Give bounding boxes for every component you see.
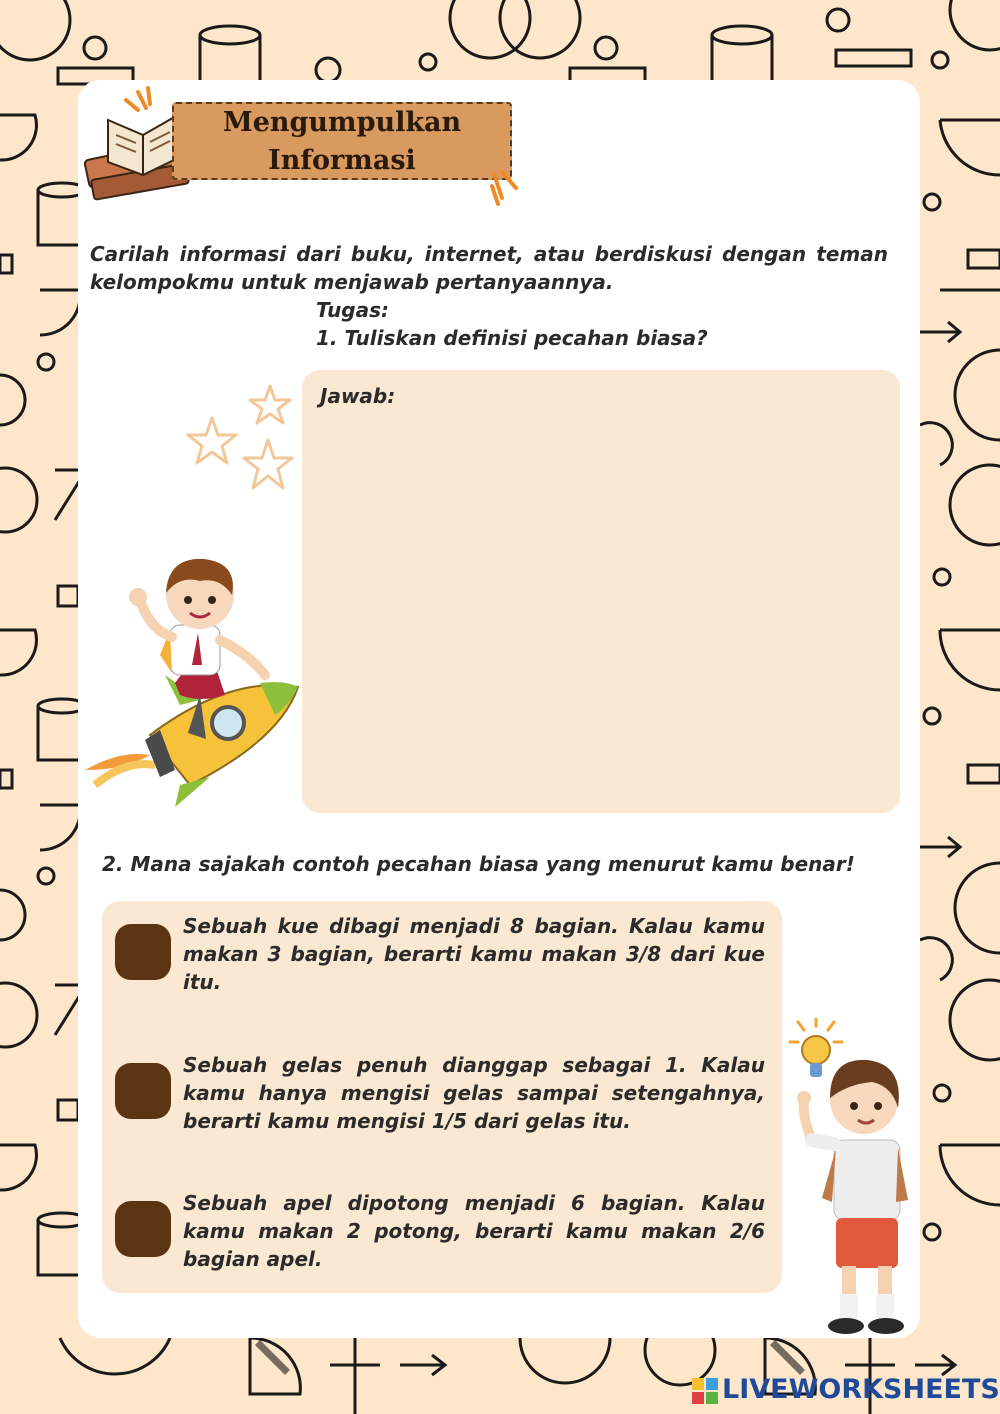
instruction-paragraph: Carilah informasi dari buku, internet, atau berdiskusi dengan teman kelompokmu untuk menjawab pertanyaannya.: [90, 242, 888, 294]
boy-with-lightbulb-illustration: [782, 1018, 922, 1340]
question-1: 1. Tuliskan definisi pecahan biasa?: [316, 326, 708, 350]
answer-text-area[interactable]: [302, 370, 900, 813]
liveworksheets-brand: LIVEWORKSHEETS: [722, 1374, 1000, 1405]
task-label: Tugas:: [316, 298, 390, 322]
option-3-checkbox[interactable]: [115, 1201, 171, 1257]
liveworksheets-logo-icon: [692, 1378, 718, 1404]
answer-label: Jawab:: [320, 384, 396, 408]
option-2-text: Sebuah gelas penuh dianggap sebagai 1. Kalau kamu hanya mengisi gelas sampai setengahnya, berarti kamu mengisi 1/5 dari gelas itu.: [183, 1053, 765, 1133]
option-1-checkbox[interactable]: [115, 924, 171, 980]
option-1-text: Sebuah kue dibagi menjadi 8 bagian. Kalau kamu makan 3 bagian, berarti kamu makan 3/8 dari kue itu.: [183, 914, 765, 994]
option-2-checkbox[interactable]: [115, 1063, 171, 1119]
question-2: 2. Mana sajakah contoh pecahan biasa yang menurut kamu benar!: [102, 852, 855, 876]
option-3-text: Sebuah apel dipotong menjadi 6 bagian. Kalau kamu makan 2 potong, berarti kamu makan 2/6 bagian apel.: [183, 1191, 765, 1271]
stars-icon: [180, 378, 300, 498]
boy-on-rocket-illustration: [80, 555, 305, 810]
page-title-line1: Mengumpulkan: [222, 107, 462, 138]
page-title: [172, 104, 512, 180]
page-title-line2: Informasi: [268, 145, 416, 176]
